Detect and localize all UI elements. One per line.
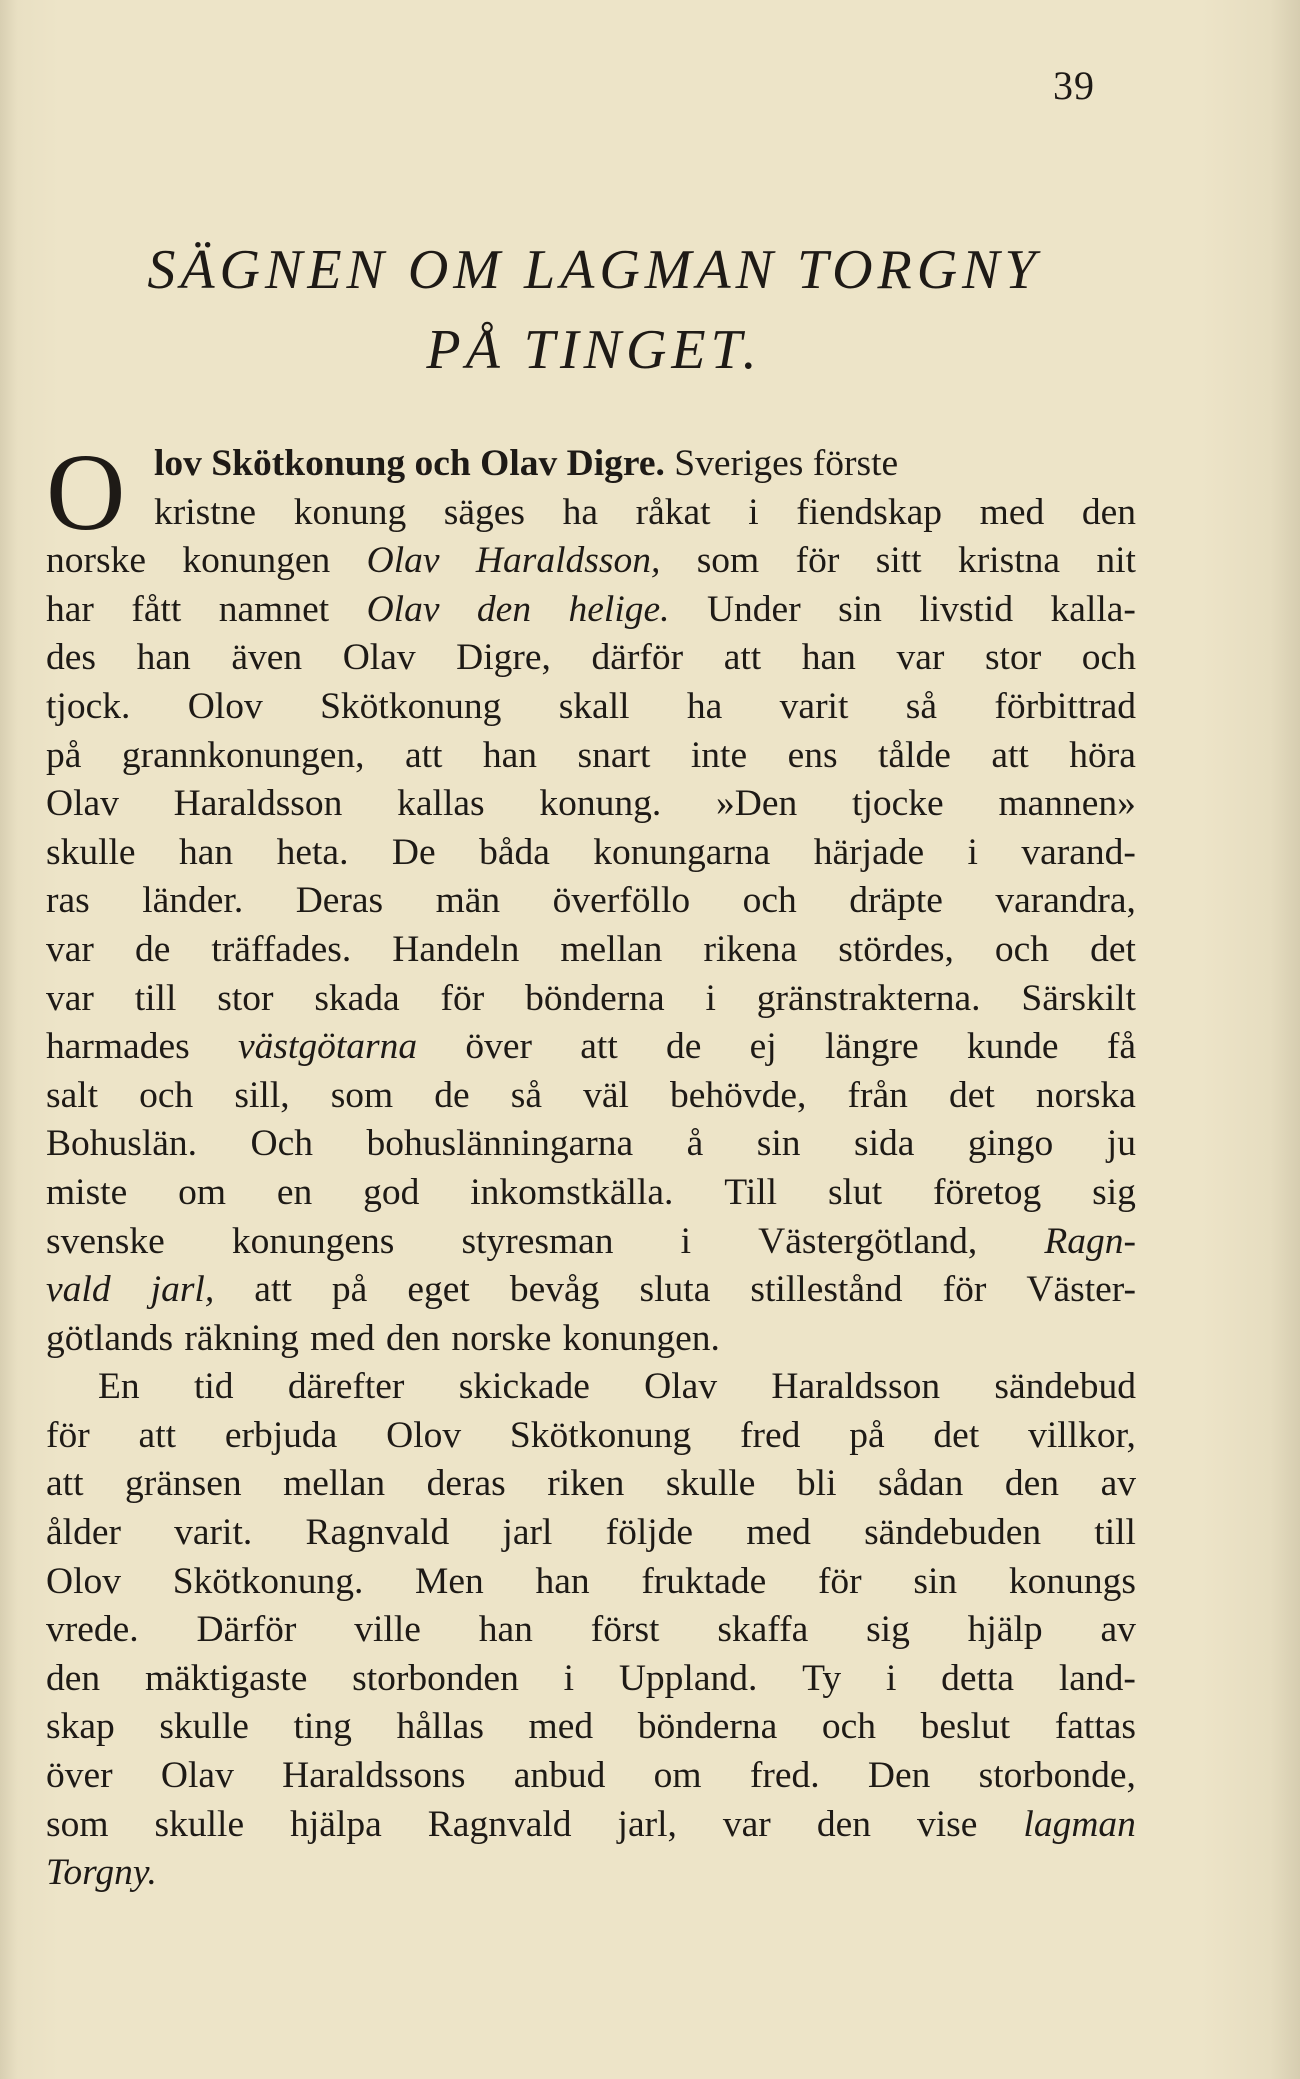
word: kunde [966, 1026, 1059, 1068]
word: Under [706, 588, 801, 630]
word: företog [933, 1171, 1042, 1213]
word: det [1090, 928, 1136, 970]
word: på [46, 734, 82, 776]
word: Därför [196, 1609, 297, 1651]
word: jarl, [617, 1803, 677, 1845]
word: med [528, 1706, 594, 1748]
word: ha [686, 685, 723, 727]
text-line [46, 1363, 1136, 1412]
word: även [231, 637, 303, 679]
word: Bohuslän. [46, 1123, 198, 1165]
word: storbonde, [978, 1755, 1136, 1797]
word: vrede. [46, 1609, 139, 1651]
word: fiendskap [796, 491, 943, 533]
word: miste [46, 1171, 128, 1213]
word: ej [749, 1026, 777, 1068]
page-number: 39 [1053, 63, 1095, 108]
word: harmades [46, 1026, 190, 1068]
text-line [46, 1023, 1136, 1072]
word: Olav [46, 783, 119, 825]
word: ras [46, 880, 90, 922]
word: och [1081, 637, 1136, 679]
word: Skötkonung [509, 1414, 692, 1456]
body-text [46, 431, 1136, 1898]
word: skall [558, 685, 630, 727]
word: stor [217, 977, 274, 1019]
word: tjocke [852, 783, 944, 825]
text-line [46, 1460, 1136, 1509]
word: gingo [967, 1123, 1054, 1165]
word: sin [913, 1560, 958, 1602]
text-line [46, 829, 1136, 878]
word: till [134, 977, 177, 1019]
word: att [723, 637, 762, 679]
word: i [748, 491, 759, 533]
word: bönderna [637, 1706, 778, 1748]
word: sill, [234, 1074, 290, 1116]
word: bevåg [509, 1269, 600, 1311]
text-line [46, 1509, 1136, 1558]
word: beslut [920, 1706, 1011, 1748]
word: Olav [644, 1366, 718, 1408]
word: i [885, 1657, 897, 1699]
text-line [46, 780, 1136, 829]
word: jarl [502, 1512, 553, 1554]
word: det [933, 1414, 980, 1456]
word: mellan [283, 1463, 386, 1505]
word: Handeln [392, 928, 520, 970]
word: En [98, 1366, 140, 1408]
word: att [991, 734, 1029, 776]
word: stördes, [838, 928, 954, 970]
word: i [967, 831, 978, 873]
word: den [385, 1317, 441, 1359]
word: styresman [461, 1220, 614, 1262]
word: följde [605, 1512, 694, 1554]
word: konungarna [593, 831, 771, 873]
text-line [46, 1315, 1136, 1364]
text-line [46, 1849, 1136, 1898]
word: Den [867, 1755, 931, 1797]
word: ting [293, 1706, 352, 1748]
word: Men [415, 1560, 484, 1602]
word: säges [443, 491, 526, 533]
word: de [665, 1026, 702, 1068]
word: från [847, 1074, 908, 1116]
text-line [46, 1072, 1136, 1121]
text-line [46, 975, 1136, 1024]
word: därefter [287, 1366, 405, 1408]
word: Digre, [456, 637, 551, 679]
word: som [696, 540, 760, 582]
word: skap [46, 1706, 115, 1748]
word: skulle [665, 1463, 756, 1505]
word: Olav [366, 588, 440, 630]
word: Deras [295, 880, 384, 922]
text-line [46, 1412, 1136, 1461]
word: för [46, 1414, 90, 1456]
word: därför [591, 637, 684, 679]
word: grannkonungen, [121, 734, 365, 776]
word: hjälp [967, 1609, 1043, 1651]
word: Olov [386, 1414, 462, 1456]
word: kalla- [1050, 588, 1136, 630]
word: rikena [703, 928, 798, 970]
word: mannen» [998, 783, 1136, 825]
word: konung. [539, 783, 662, 825]
word: De [391, 831, 436, 873]
word: Haraldsson [173, 783, 343, 825]
word: skulle [159, 1706, 249, 1748]
word: om [178, 1171, 227, 1213]
text-lines [46, 537, 1136, 1898]
word: den [46, 1657, 101, 1699]
word: den [1081, 491, 1136, 533]
word: den [1004, 1463, 1060, 1505]
word: han [136, 637, 191, 679]
word: män [435, 880, 501, 922]
word: salt [46, 1074, 99, 1116]
word: mellan [560, 928, 663, 970]
word: fått [131, 588, 182, 630]
word: anbud [513, 1755, 606, 1797]
word: lagman [1023, 1803, 1136, 1845]
word: överföllo [552, 880, 691, 922]
text-line [46, 586, 1136, 635]
word: i [680, 1220, 692, 1262]
text-line [46, 1169, 1136, 1218]
word: och [821, 1706, 876, 1748]
word: sin [756, 1123, 801, 1165]
word: Uppland. [618, 1657, 758, 1699]
word: den [816, 1803, 871, 1845]
word: varit [779, 685, 849, 727]
chapter-title-line-2: PÅ TINGET. [426, 319, 762, 381]
word: Olav [366, 540, 440, 582]
word: Ragnvald [305, 1512, 450, 1554]
word: å [686, 1123, 704, 1165]
word: stillestånd [750, 1269, 903, 1311]
word: inkomstkälla. [470, 1171, 674, 1213]
word: ens [787, 734, 838, 776]
word: götlands [46, 1317, 174, 1359]
word: träffades. [211, 928, 352, 970]
text-line [46, 440, 1136, 489]
text-line [46, 537, 1136, 586]
word: tid [193, 1366, 234, 1408]
word: god [363, 1171, 420, 1213]
word: konungs [1008, 1560, 1136, 1602]
word: svenske [46, 1220, 165, 1262]
word: att [138, 1414, 177, 1456]
word: livstid [919, 588, 1014, 630]
word: så [510, 1074, 543, 1116]
word: skickade [458, 1366, 590, 1408]
word: konungens [231, 1220, 395, 1262]
word: han [179, 831, 234, 873]
word: med [310, 1317, 375, 1359]
text-line [46, 1266, 1136, 1315]
text-line [46, 1655, 1136, 1704]
word: höra [1069, 734, 1136, 776]
word: bli [796, 1463, 837, 1505]
text-line [46, 877, 1136, 926]
lead-phrase: lov Skötkonung och Olav Digre. [154, 443, 665, 484]
text-line [46, 732, 1136, 781]
word: land- [1058, 1657, 1136, 1699]
drop-cap: O [46, 431, 126, 553]
word: bohuslänningarna [366, 1123, 634, 1165]
word: Västergötland, [758, 1220, 978, 1262]
word: Till [724, 1171, 778, 1213]
word: var [46, 977, 94, 1019]
word: detta [941, 1657, 1015, 1699]
word: Särskilt [1021, 977, 1136, 1019]
word: konungen [182, 540, 331, 582]
word: erbjuda [224, 1414, 338, 1456]
word: av [1100, 1463, 1136, 1505]
word: skulle [46, 831, 136, 873]
word: att [404, 734, 443, 776]
word: jarl, [150, 1269, 215, 1311]
word: och [139, 1074, 194, 1116]
word: få [1106, 1026, 1136, 1068]
word: varandra, [995, 880, 1136, 922]
word: var [46, 928, 94, 970]
word: ålder [46, 1512, 121, 1554]
word: en [276, 1171, 313, 1213]
word: »Den [716, 783, 798, 825]
word: för [795, 540, 840, 582]
word: till [1094, 1512, 1136, 1554]
word: båda [479, 831, 550, 873]
word: skulle [154, 1803, 245, 1845]
word: som [330, 1074, 394, 1116]
text-line [46, 1218, 1136, 1267]
word: des [46, 637, 96, 679]
word: villkor, [1028, 1414, 1136, 1456]
word: fred. [749, 1755, 820, 1797]
word: så [905, 685, 938, 727]
word: norske [451, 1317, 552, 1359]
word: Haraldsson [771, 1366, 941, 1408]
word: över [46, 1755, 113, 1797]
word: sitt [875, 540, 922, 582]
word: på [331, 1269, 368, 1311]
word: och [994, 928, 1050, 970]
word: helige. [568, 588, 670, 630]
word: mäktigaste [144, 1657, 308, 1699]
word: förbittrad [994, 685, 1136, 727]
word: namnet [218, 588, 330, 630]
word: Olov [46, 1560, 121, 1602]
word: skada [314, 977, 400, 1019]
word: Olov [187, 685, 263, 727]
line-continuation: Sveriges förste [664, 443, 899, 484]
word: för [817, 1560, 862, 1602]
opening-paragraph-start [46, 431, 1136, 553]
text-line [46, 1606, 1136, 1655]
word: med [979, 491, 1045, 533]
word: på [849, 1414, 885, 1456]
word: skaffa [717, 1609, 809, 1651]
word: härjade [813, 831, 925, 873]
word: fred [740, 1414, 801, 1456]
word: fattas [1054, 1706, 1136, 1748]
word: slut [827, 1171, 883, 1213]
word: riken [547, 1463, 625, 1505]
word: han [801, 637, 856, 679]
word: att [46, 1463, 84, 1505]
word: bönderna [525, 977, 665, 1019]
word: gränsen [124, 1463, 242, 1505]
text-line [46, 683, 1136, 732]
word: tjock. [46, 685, 131, 727]
word: vise [916, 1803, 978, 1845]
word: Torgny. [46, 1852, 157, 1894]
word: Ragn- [1044, 1220, 1136, 1262]
word: Haraldsson, [475, 540, 661, 582]
word: det [948, 1074, 995, 1116]
word: han [478, 1609, 533, 1651]
word: eget [407, 1269, 470, 1311]
word: Olav [342, 637, 416, 679]
word: norska [1035, 1074, 1136, 1116]
text-line [46, 634, 1136, 683]
word: sig [1092, 1171, 1136, 1213]
word: i [563, 1657, 575, 1699]
word: väl [583, 1074, 629, 1116]
word: gränstrakterna. [756, 977, 981, 1019]
word: storbonden [352, 1657, 519, 1699]
word: västgötarna [237, 1026, 418, 1068]
word: de [134, 928, 171, 970]
word: länder. [142, 880, 244, 922]
word: att [254, 1269, 292, 1311]
word: fruktade [641, 1560, 767, 1602]
word: norske [46, 540, 146, 582]
word: var [722, 1803, 771, 1845]
word: sin [838, 588, 882, 630]
word: Och [250, 1123, 314, 1165]
word: ju [1106, 1123, 1136, 1165]
word: sida [853, 1123, 915, 1165]
word: Olav [160, 1755, 234, 1797]
word: råkat [635, 491, 711, 533]
word: dräpte [849, 880, 943, 922]
word: att [580, 1026, 618, 1068]
text-line [46, 1703, 1136, 1752]
word: över [465, 1026, 532, 1068]
word: kallas [397, 783, 485, 825]
word: ha [562, 491, 599, 533]
word: stor [984, 637, 1042, 679]
word: som [46, 1803, 109, 1845]
word: han [535, 1560, 590, 1602]
text-line [46, 1558, 1136, 1607]
word: Ty [802, 1657, 842, 1699]
text-line [46, 1120, 1136, 1169]
word: tålde [878, 734, 951, 776]
word: kristna [957, 540, 1061, 582]
word: sändebud [994, 1366, 1136, 1408]
word: sig [866, 1609, 910, 1651]
chapter-title-line-1: SÄGNEN OM LAGMAN TORGNY [147, 239, 1041, 301]
word: sluta [639, 1269, 711, 1311]
word: med [746, 1512, 811, 1554]
word: behövde, [670, 1074, 807, 1116]
text-line [46, 1752, 1136, 1801]
word: var [896, 637, 945, 679]
word: och [742, 880, 797, 922]
word: längre [824, 1026, 919, 1068]
word: konung [293, 491, 407, 533]
word: varit. [174, 1512, 253, 1554]
word: ville [354, 1609, 421, 1651]
word: de [434, 1074, 470, 1116]
word: för [942, 1269, 987, 1311]
word: hjälpa [290, 1803, 382, 1845]
word: om [653, 1755, 702, 1797]
word: Skötkonung [320, 685, 502, 727]
word: konungen. [562, 1317, 720, 1359]
word: vald [46, 1269, 111, 1311]
word: han [482, 734, 538, 776]
word: heta. [276, 831, 349, 873]
word: Ragnvald [427, 1803, 572, 1845]
word: i [705, 977, 716, 1019]
word: nit [1096, 540, 1136, 582]
word: sändebuden [864, 1512, 1042, 1554]
word: den [476, 588, 532, 630]
word: snart [577, 734, 651, 776]
word: för [440, 977, 485, 1019]
word: Haraldssons [282, 1755, 466, 1797]
word: räkning [184, 1317, 299, 1359]
text-line [46, 489, 1136, 538]
word: inte [690, 734, 748, 776]
word: av [1100, 1609, 1136, 1651]
word: varand- [1021, 831, 1136, 873]
word: Väster- [1026, 1269, 1136, 1311]
word: kristne [154, 491, 257, 533]
word: först [590, 1609, 660, 1651]
word: har [46, 588, 94, 630]
text-line [46, 1801, 1136, 1850]
text-line [46, 926, 1136, 975]
word: sådan [878, 1463, 964, 1505]
word: hållas [396, 1706, 484, 1748]
word: Skötkonung. [172, 1560, 364, 1602]
word: deras [426, 1463, 506, 1505]
